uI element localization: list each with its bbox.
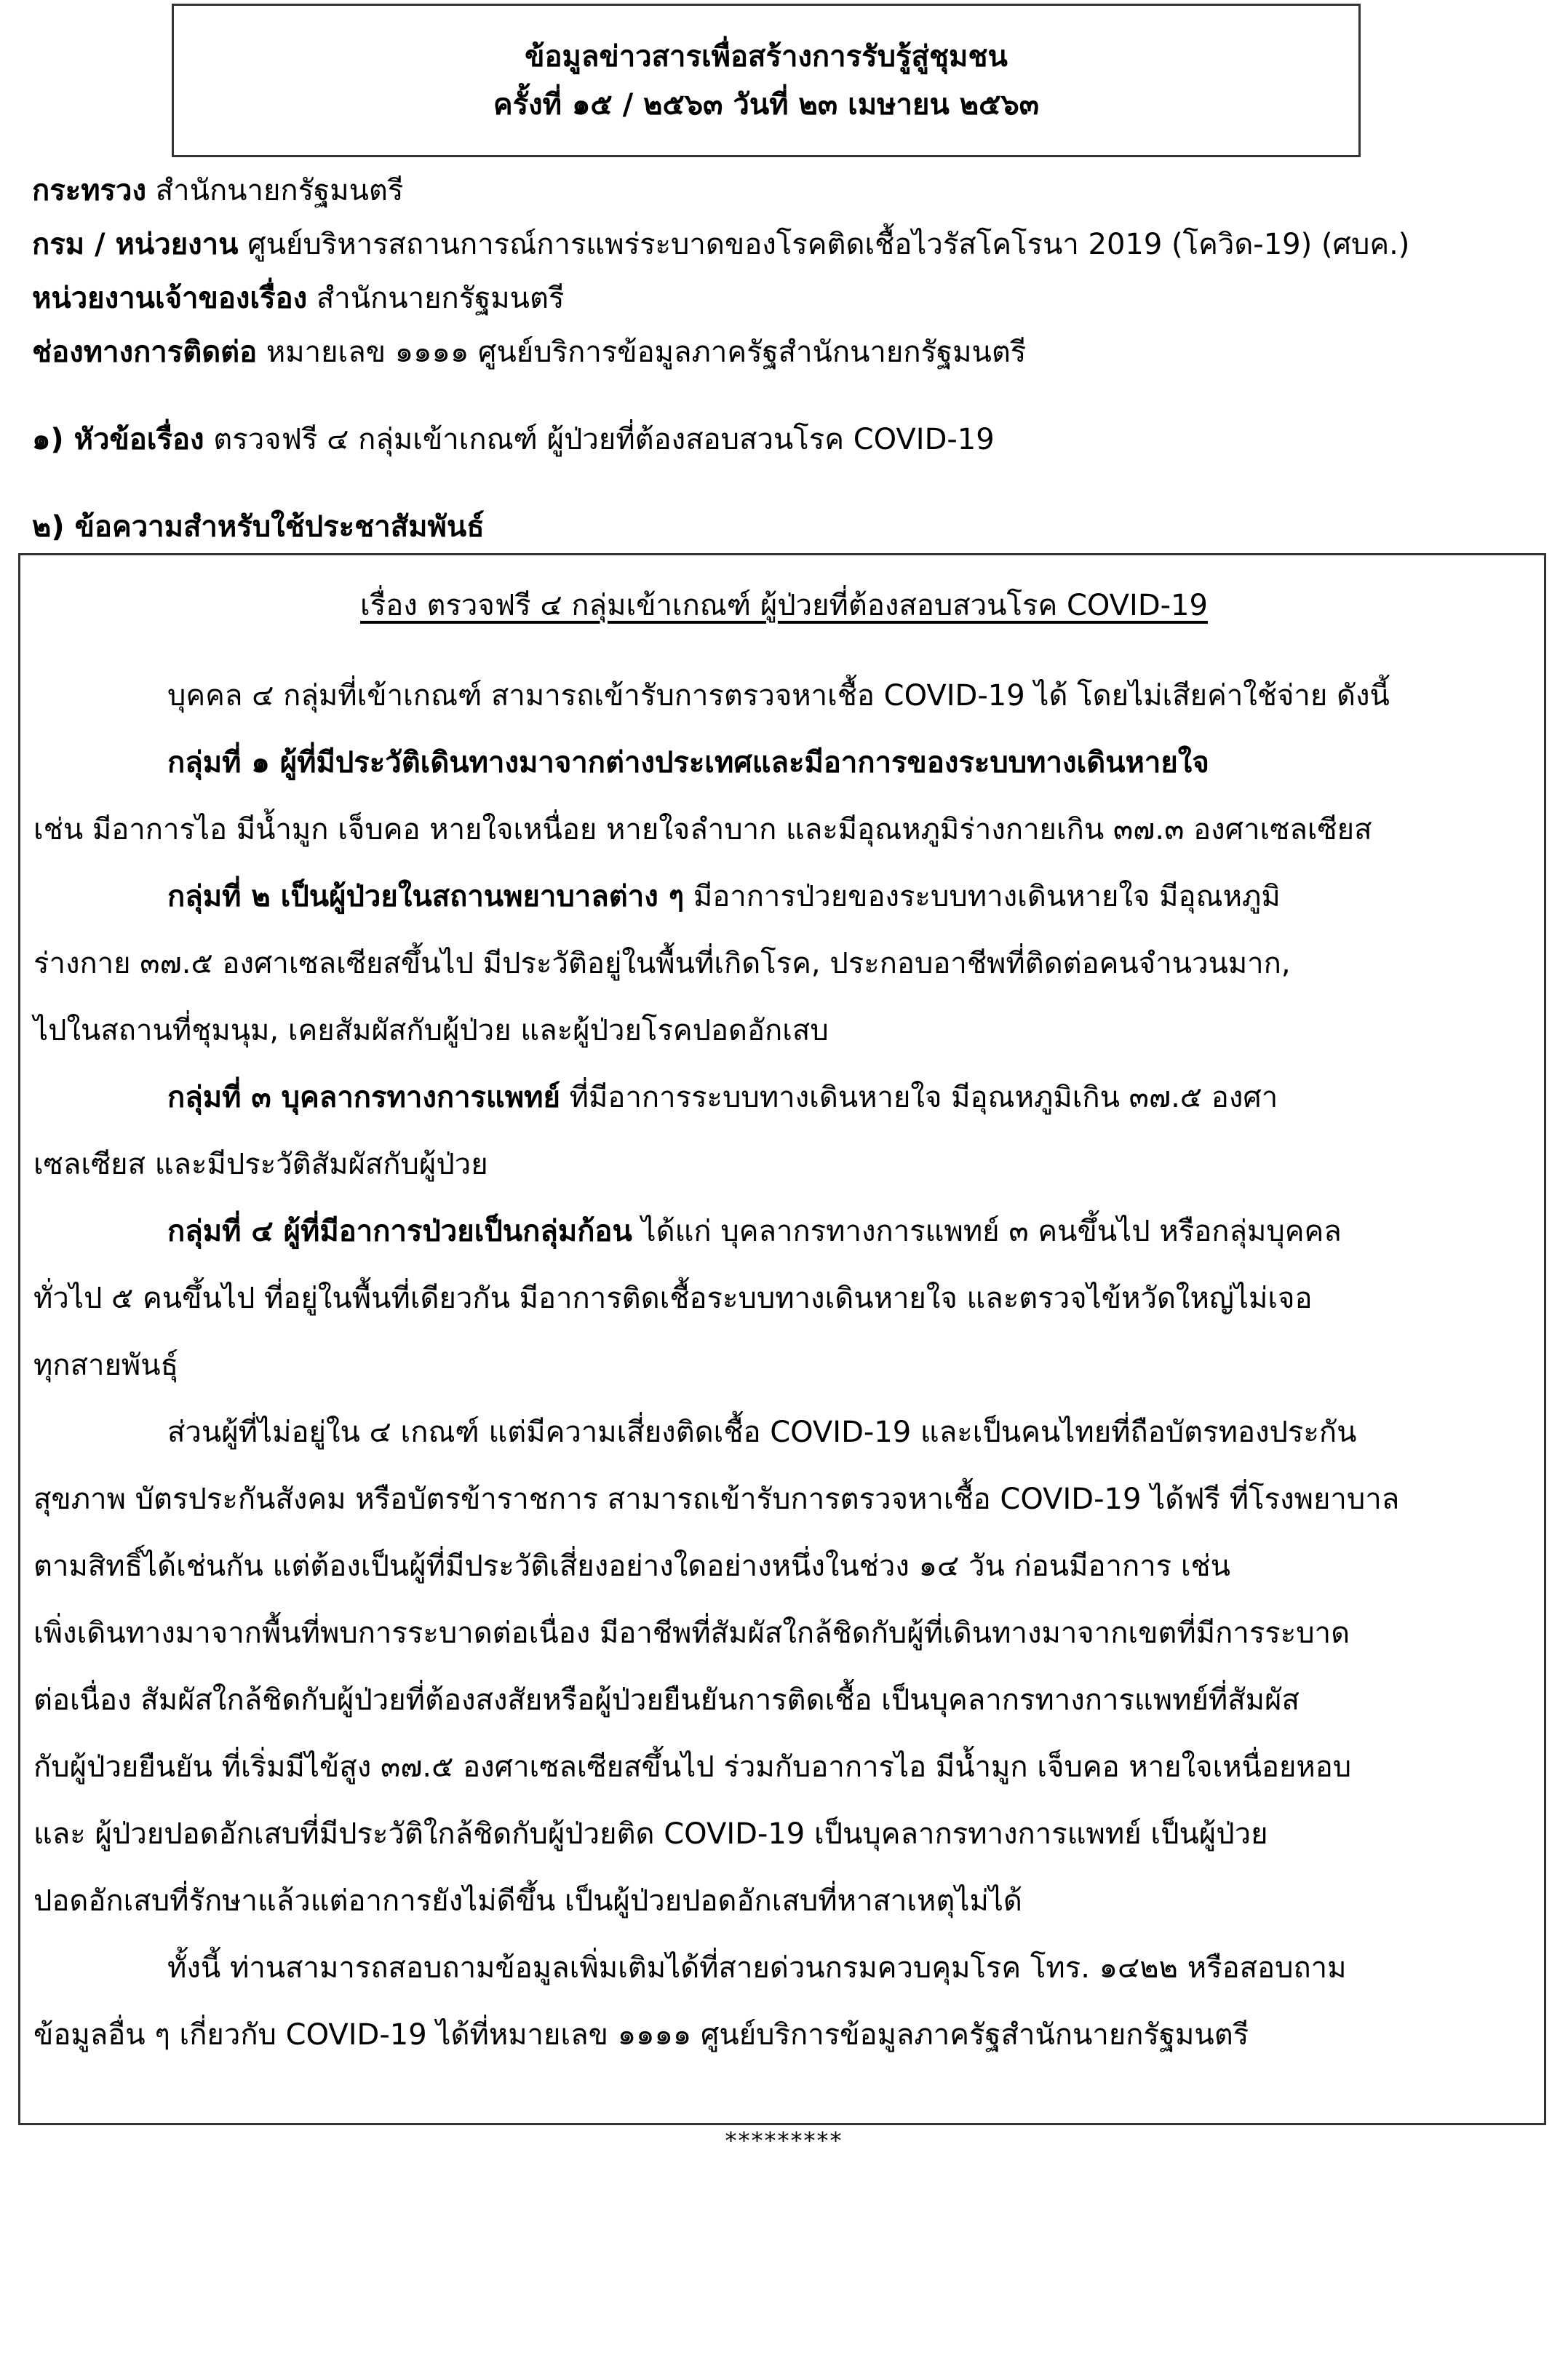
other-risk-line-7: และ ผู้ป่วยปอดอักเสบที่มีประวัติใกล้ชิดกับผู้ป่วยติด COVID-19 เป็นบุคลากรทางการแพทย์ เป็นผู้ป่วย bbox=[33, 1817, 1268, 1851]
meta-owner bbox=[32, 275, 564, 322]
group-2-detail-1: ร่างกาย ๓๗.๕ องศาเซลเซียสขึ้นไป มีประวัติอยู่ในพื้นที่เกิดโรค, ประกอบอาชีพที่ติดต่อคนจำนวนมาก, bbox=[33, 947, 1291, 980]
meta-contact bbox=[32, 329, 1026, 376]
group-2-detail-2: ไปในสถานที่ชุมนุม, เคยสัมผัสกับผู้ป่วย และผู้ป่วยโรคปอดอักเสบ bbox=[33, 1014, 829, 1047]
meta-ministry-value: สำนักนายกรัฐมนตรี bbox=[146, 174, 404, 207]
group-3-detail: เซลเซียส และมีประวัติสัมผัสกับผู้ป่วย bbox=[33, 1148, 488, 1181]
meta-pr-label: ๒) ข้อความสำหรับใช้ประชาสัมพันธ์ bbox=[32, 510, 485, 544]
group-3-heading: กลุ่มที่ ๓ บุคลากรทางการแพทย์ ที่มีอาการระบบทางเดินหายใจ มีอุณหภูมิเกิน ๓๗.๕ องศา bbox=[167, 1081, 1278, 1114]
header-issue-date: ครั้งที่ ๑๕ / ๒๕๖๓ วันที่ ๒๓ เมษายน ๒๕๖๓ bbox=[493, 87, 1040, 122]
meta-contact-value: หมายเลข ๑๑๑๑ ศูนย์บริการข้อมูลภาครัฐสำนักนายกรัฐมนตรี bbox=[257, 336, 1027, 369]
meta-owner-value: สำนักนายกรัฐมนตรี bbox=[307, 282, 565, 315]
meta-topic-label: ๑) หัวข้อเรื่อง bbox=[32, 423, 204, 456]
meta-pr-heading bbox=[32, 504, 485, 550]
header-title: ข้อมูลข่าวสารเพื่อสร้างการรับรู้สู่ชุมชน bbox=[525, 39, 1008, 74]
contact-paragraph-line-1: ทั้งนี้ ท่านสามารถสอบถามข้อมูลเพิ่มเติมได้ที่สายด่วนกรมควบคุมโรค โทร. ๑๔๒๒ หรือสอบถาม bbox=[167, 1951, 1347, 1985]
group-1-heading: กลุ่มที่ ๑ ผู้ที่มีประวัติเดินทางมาจากต่างประเทศและมีอาการของระบบทางเดินหายใจ bbox=[167, 746, 1209, 779]
other-risk-line-4: เพิ่งเดินทางมาจากพื้นที่พบการระบาดต่อเนื่อง มีอาชีพที่สัมผัสใกล้ชิดกับผู้ที่เดินทางมาจากเขตที่มีการระบาด bbox=[33, 1616, 1350, 1650]
meta-department bbox=[32, 221, 1409, 268]
meta-department-label: กรม / หน่วยงาน bbox=[32, 228, 239, 261]
meta-topic-value: ตรวจฟรี ๔ กลุ่มเข้าเกณฑ์ ผู้ป่วยที่ต้องสอบสวนโรค COVID-19 bbox=[204, 423, 995, 456]
group-4-heading: กลุ่มที่ ๔ ผู้ที่มีอาการป่วยเป็นกลุ่มก้อน ได้แก่ บุคลากรทางการแพทย์ ๓ คนขึ้นไป หรือกลุ่มบุคคล bbox=[167, 1215, 1342, 1248]
end-marker: ********* bbox=[725, 2127, 843, 2154]
meta-ministry-label: กระทรวง bbox=[32, 174, 147, 207]
intro-paragraph: บุคคล ๔ กลุ่มที่เข้าเกณฑ์ สามารถเข้ารับการตรวจหาเชื้อ COVID-19 ได้ โดยไม่เสียค่าใช้จ่าย ดังนี้ bbox=[167, 679, 1390, 713]
meta-owner-label: หน่วยงานเจ้าของเรื่อง bbox=[32, 282, 308, 315]
meta-topic bbox=[32, 416, 995, 463]
other-risk-line-8: ปอดอักเสบที่รักษาแล้วแต่อาการยังไม่ดีขึ้น เป็นผู้ป่วยปอดอักเสบที่หาสาเหตุไม่ได้ bbox=[33, 1884, 1022, 1918]
header-box bbox=[172, 4, 1361, 157]
other-risk-line-6: กับผู้ป่วยยืนยัน ที่เริ่มมีไข้สูง ๓๗.๕ องศาเซลเซียสขึ้นไป ร่วมกับอาการไอ มีน้ำมูก เจ็บคอ หายใจเหนื่อยหอบ bbox=[33, 1750, 1352, 1784]
other-risk-line-2: สุขภาพ บัตรประกันสังคม หรือบัตรข้าราชการ สามารถเข้ารับการตรวจหาเชื้อ COVID-19 ได้ฟรี ที่โรงพยาบาล bbox=[33, 1483, 1400, 1516]
meta-contact-label: ช่องทางการติดต่อ bbox=[32, 336, 258, 369]
group-4-detail-1: ทั่วไป ๕ คนขึ้นไป ที่อยู่ในพื้นที่เดียวกัน มีอาการติดเชื้อระบบทางเดินหายใจ และตรวจไข้หวัดใหญ่ไม่เจอ bbox=[33, 1282, 1313, 1315]
group-1-detail: เช่น มีอาการไอ มีน้ำมูก เจ็บคอ หายใจเหนื่อย หายใจลำบาก และมีอุณหภูมิร่างกายเกิน ๓๗.๓ องศาเซลเซียส bbox=[33, 813, 1372, 846]
contact-paragraph-line-2: ข้อมูลอื่น ๆ เกี่ยวกับ COVID-19 ได้ที่หมายเลข ๑๑๑๑ ศูนย์บริการข้อมูลภาครัฐสำนักนายกรัฐมนตรี bbox=[33, 2018, 1249, 2052]
other-risk-line-3: ตามสิทธิ์ได้เช่นกัน แต่ต้องเป็นผู้ที่มีประวัติเสี่ยงอย่างใดอย่างหนึ่งในช่วง ๑๔ วัน ก่อนมีอาการ เช่น bbox=[33, 1549, 1231, 1583]
other-risk-line-1: ส่วนผู้ที่ไม่อยู่ใน ๔ เกณฑ์ แต่มีความเสี่ยงติดเชื้อ COVID-19 และเป็นคนไทยที่ถือบัตรทองประกัน bbox=[167, 1416, 1357, 1449]
group-2-heading: กลุ่มที่ ๒ เป็นผู้ป่วยในสถานพยาบาลต่าง ๆ มีอาการป่วยของระบบทางเดินหายใจ มีอุณหภูมิ bbox=[167, 880, 1281, 913]
group-4-detail-2: ทุกสายพันธุ์ bbox=[33, 1349, 179, 1382]
pr-message-title: เรื่อง ตรวจฟรี ๔ กลุ่มเข้าเกณฑ์ ผู้ป่วยที่ต้องสอบสวนโรค COVID-19 bbox=[360, 589, 1208, 622]
meta-department-value: ศูนย์บริหารสถานการณ์การแพร่ระบาดของโรคติดเชื้อไวรัสโคโรนา 2019 (โควิด-19) (ศบค.) bbox=[238, 228, 1410, 261]
other-risk-line-5: ต่อเนื่อง สัมผัสใกล้ชิดกับผู้ป่วยที่ต้องสงสัยหรือผู้ป่วยยืนยันการติดเชื้อ เป็นบุคลากรทางการแพทย์ที่สัมผัส bbox=[33, 1683, 1300, 1717]
meta-ministry bbox=[32, 167, 403, 214]
